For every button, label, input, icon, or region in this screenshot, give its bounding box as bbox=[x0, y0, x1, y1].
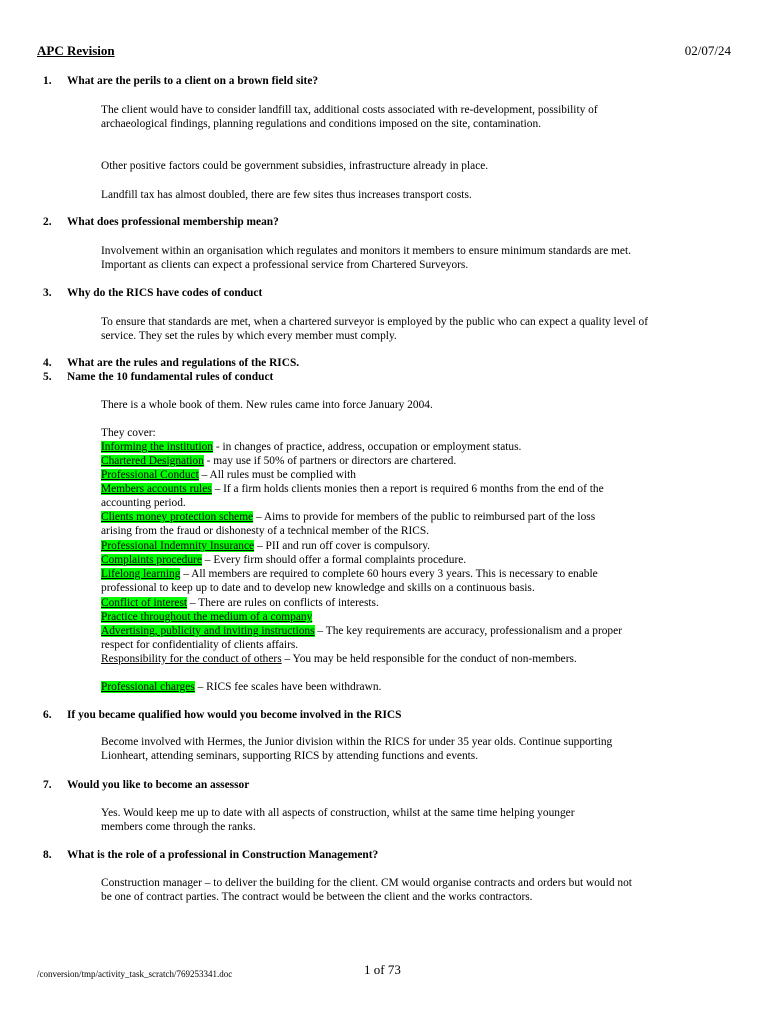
question-text: Name the 10 fundamental rules of conduct bbox=[67, 371, 274, 383]
question-1 bbox=[43, 74, 318, 88]
rule-desc: – There are rules on conflicts of interests. bbox=[187, 597, 379, 609]
question-text: What are the rules and regulations of the RICS. bbox=[67, 357, 300, 369]
rule-item bbox=[101, 553, 661, 567]
question-number: 6. bbox=[43, 709, 52, 721]
rule-desc: - may use if 50% of partners or directors are chartered. bbox=[203, 455, 457, 467]
question-7 bbox=[43, 778, 249, 792]
rule-desc: – The key requirements are accuracy, professionalism and a proper respect for confidentiality of clients affairs. bbox=[101, 625, 622, 652]
rule-desc: – RICS fee scales have been withdrawn. bbox=[194, 681, 382, 693]
question-4 bbox=[43, 356, 299, 370]
answer-paragraph: Yes. Would keep me up to date with all aspects of construction, whilst at the same time helping younger members come through the ranks. bbox=[101, 807, 575, 834]
question-text: What is the role of a professional in Construction Management? bbox=[67, 849, 379, 861]
question-text: What does professional membership mean? bbox=[67, 216, 279, 228]
question-2 bbox=[43, 215, 279, 229]
rule-desc: – Every firm should offer a formal complaints procedure. bbox=[201, 554, 467, 566]
question-text: If you became qualified how would you become involved in the RICS bbox=[67, 709, 402, 721]
rule-item bbox=[101, 454, 661, 468]
answer-paragraph: Other positive factors could be government subsidies, infrastructure already in place. bbox=[101, 160, 489, 172]
question-text: What are the perils to a client on a brown field site? bbox=[67, 75, 319, 87]
rule-item bbox=[101, 468, 661, 482]
rule-item bbox=[101, 624, 631, 652]
rule-item bbox=[101, 482, 646, 510]
question-number: 5. bbox=[43, 371, 52, 383]
answer-paragraph: Become involved with Hermes, the Junior division within the RICS for under 35 year olds. Continue supporting Lionheart, attending seminars, supporting RICS by attending functions and events. bbox=[101, 736, 613, 763]
question-number: 8. bbox=[43, 849, 52, 861]
answer-paragraph: Involvement within an organisation which regulates and monitors it members to ensure minimum standards are met. Important as clients can expect a professional service from Chartered Surveyors. bbox=[101, 245, 631, 272]
rule-term: Responsibility for the conduct of others bbox=[101, 653, 282, 665]
footer-page-number: 1 of 73 bbox=[364, 962, 401, 977]
answer-paragraph: The client would have to consider landfill tax, additional costs associated with re-development, possibility of archaeological findings, planning regulations and conditions imposed on the site, contamination. bbox=[101, 104, 598, 131]
rule-desc: – All members are required to complete 60 hours every 3 years. This is necessary to enable professional to keep up to date and to develop new knowledge and skills on a continuous basis. bbox=[101, 568, 598, 595]
rules-intro: They cover: bbox=[101, 427, 156, 439]
rule-term: Members accounts rules bbox=[101, 483, 212, 495]
rule-item bbox=[101, 440, 661, 454]
document-title: APC Revision bbox=[37, 43, 115, 58]
rule-term: Clients money protection scheme bbox=[101, 511, 254, 523]
rule-item bbox=[101, 596, 661, 610]
rule-term: Lifelong learning bbox=[101, 568, 181, 580]
question-text: Why do the RICS have codes of conduct bbox=[67, 287, 263, 299]
question-5 bbox=[43, 370, 273, 384]
document-date: 02/07/24 bbox=[684, 43, 731, 58]
rule-desc: - in changes of practice, address, occupation or employment status. bbox=[213, 441, 522, 453]
footer-file-path: /conversion/tmp/activity_task_scratch/769253341.doc bbox=[37, 969, 233, 979]
rule-term: Professional charges bbox=[101, 681, 195, 693]
answer-paragraph: There is a whole book of them. New rules came into force January 2004. bbox=[101, 399, 433, 411]
rule-term: Professional Conduct bbox=[101, 469, 199, 481]
rule-item bbox=[101, 539, 661, 553]
answer-paragraph: Landfill tax has almost doubled, there are few sites thus increases transport costs. bbox=[101, 189, 472, 201]
answer-paragraph: To ensure that standards are met, when a chartered surveyor is employed by the public who can expect a quality level of service. They set the rules by which every member must comply. bbox=[101, 316, 649, 343]
question-number: 4. bbox=[43, 357, 52, 369]
question-3 bbox=[43, 286, 262, 300]
rule-item bbox=[101, 680, 661, 694]
rule-term: Practice throughout the medium of a company bbox=[101, 611, 313, 623]
question-8 bbox=[43, 848, 378, 862]
rule-item bbox=[101, 610, 661, 624]
rule-desc: – All rules must be complied with bbox=[198, 469, 357, 481]
question-6 bbox=[43, 708, 401, 722]
rule-term: Conflict of interest bbox=[101, 597, 188, 609]
answer-paragraph: Construction manager – to deliver the building for the client. CM would organise contracts and orders but would not be one of contract parties. The contract would be between the client and the works contractors. bbox=[101, 877, 632, 904]
question-number: 7. bbox=[43, 779, 52, 791]
question-text: Would you like to become an assessor bbox=[67, 779, 250, 791]
rule-desc: – PII and run off cover is compulsory. bbox=[254, 540, 430, 552]
rule-item bbox=[101, 652, 601, 666]
rule-term: Professional Indemnity Insurance bbox=[101, 540, 255, 552]
rule-term: Chartered Designation bbox=[101, 455, 204, 467]
rule-term: Complaints procedure bbox=[101, 554, 202, 566]
rule-item bbox=[101, 567, 636, 595]
rule-desc: – Aims to provide for members of the public to reimbursed part of the loss arising from the fraud or dishonesty of a technical member of the RICS. bbox=[101, 511, 596, 538]
question-number: 1. bbox=[43, 75, 52, 87]
rule-term: Informing the institution bbox=[101, 441, 213, 453]
question-number: 2. bbox=[43, 216, 52, 228]
rule-term: Advertising, publicity and inviting instructions bbox=[101, 625, 315, 637]
question-number: 3. bbox=[43, 287, 52, 299]
rule-item bbox=[101, 510, 626, 538]
rule-desc: – If a firm holds clients monies then a report is required 6 months from the end of the accounting period. bbox=[101, 483, 604, 510]
rule-desc: – You may be held responsible for the conduct of non-members. bbox=[281, 653, 577, 665]
